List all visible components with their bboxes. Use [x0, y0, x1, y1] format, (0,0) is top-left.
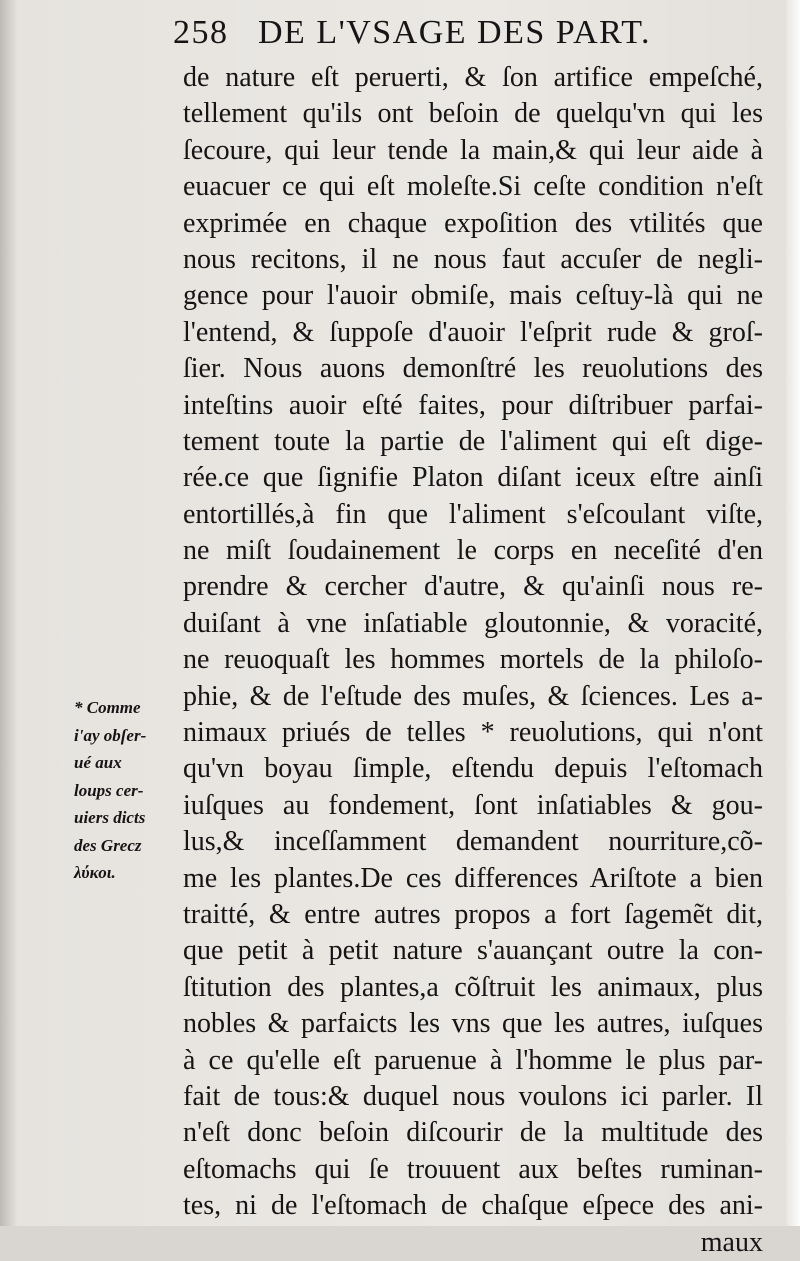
catchword: maux: [700, 1226, 763, 1258]
text-line: exprimée en chaque expoſition des vtilités que: [183, 207, 763, 239]
text-line: fait de tous:& duquel nous voulons ici parler. Il: [183, 1080, 763, 1112]
marginal-note-line: i'ay obſer-: [74, 725, 147, 745]
marginal-note-line: ué aux: [74, 753, 122, 772]
text-line: ſtitution des plantes,a cõſtruit les animaux, plus: [183, 971, 763, 1003]
text-line: à ce qu'elle eſt paruenue à l'homme le plus par-: [183, 1044, 763, 1076]
page-edge: [786, 0, 800, 1226]
running-title: DE L'VSAGE DES PART.: [258, 14, 652, 51]
marginal-note-line: des Grecz: [74, 835, 142, 855]
text-line: l'entend, & ſuppoſe d'auoir l'eſprit rude & groſ-: [183, 316, 763, 348]
text-line: nobles & parfaicts les vns que les autres, iuſques: [183, 1008, 763, 1040]
text-line: inteſtins auoir eſté faites, pour diſtribuer parfai-: [183, 389, 763, 421]
text-line: ne reuoquaſt les hommes mortels de la philoſo-: [183, 644, 763, 676]
text-line: nous recitons, il ne nous faut accuſer de negli-: [183, 243, 763, 275]
text-line: phie, & de l'eſtude des muſes, & ſciences. Les a-: [183, 680, 763, 712]
marginal-note-line: loups cer-: [74, 780, 144, 800]
text-line: gence pour l'auoir obmiſe, mais ceſtuy-là qui ne: [183, 280, 763, 312]
text-line: iuſques au fondement, ſont inſatiables & gou-: [183, 789, 763, 821]
marginal-note-line: uiers dicts: [74, 808, 146, 827]
text-line: qu'vn boyau ſimple, eſtendu depuis l'eſtomach: [183, 753, 763, 785]
text-line: de nature eſt peruerti, & ſon artifice empeſché,: [183, 62, 763, 93]
text-line: duiſant à vne inſatiable gloutonnie, & voracité,: [183, 607, 763, 639]
text-line: me les plantes.De ces differences Ariſtote a bien: [183, 862, 763, 894]
text-line: tes, ni de l'eſtomach de chaſque eſpece des ani-: [183, 1190, 763, 1222]
text-line: nimaux priués de telles * reuolutions, qui n'ont: [183, 717, 763, 749]
text-line: ſecoure, qui leur tende la main,& qui leur aide à: [183, 134, 763, 166]
marginal-note-line: * Comme: [74, 698, 141, 717]
text-line: ſier. Nous auons demonſtré les reuolutions des: [183, 353, 763, 385]
marginal-note: [74, 694, 174, 887]
text-line: tellement qu'ils ont beſoin de quelqu'vn qui les: [183, 98, 763, 130]
text-line: ne miſt ſoudainement le corps en neceſité d'en: [183, 535, 763, 567]
text-line: eſtomachs qui ſe trouuent aux beſtes ruminan-: [183, 1153, 763, 1185]
text-line: n'eſt donc beſoin diſcourir de la multitude des: [183, 1117, 763, 1149]
text-line: rée.ce que ſignifie Platon diſant iceux eſtre ainſi: [183, 462, 763, 494]
page-number: 258: [173, 14, 229, 51]
page-header: [173, 14, 733, 54]
text-line: traitté, & entre autres propos a fort ſagemẽt dit,: [183, 898, 763, 930]
text-line: prendre & cercher d'autre, & qu'ainſi nous re-: [183, 571, 763, 603]
marginal-note-line: λύκοι.: [74, 863, 116, 882]
text-line: tement toute la partie de l'aliment qui eſt dige-: [183, 425, 763, 457]
text-line: que petit à petit nature s'auançant outre la con-: [183, 935, 763, 967]
text-line: euacuer ce qui eſt moleſte.Si ceſte condition n'eſt: [183, 171, 763, 203]
text-line: entortillés,à fin que l'aliment s'eſcoulant viſte,: [183, 498, 763, 530]
body-text: [183, 60, 763, 1261]
text-line: lus,& inceſſamment demandent nourriture,cõ-: [183, 826, 763, 858]
